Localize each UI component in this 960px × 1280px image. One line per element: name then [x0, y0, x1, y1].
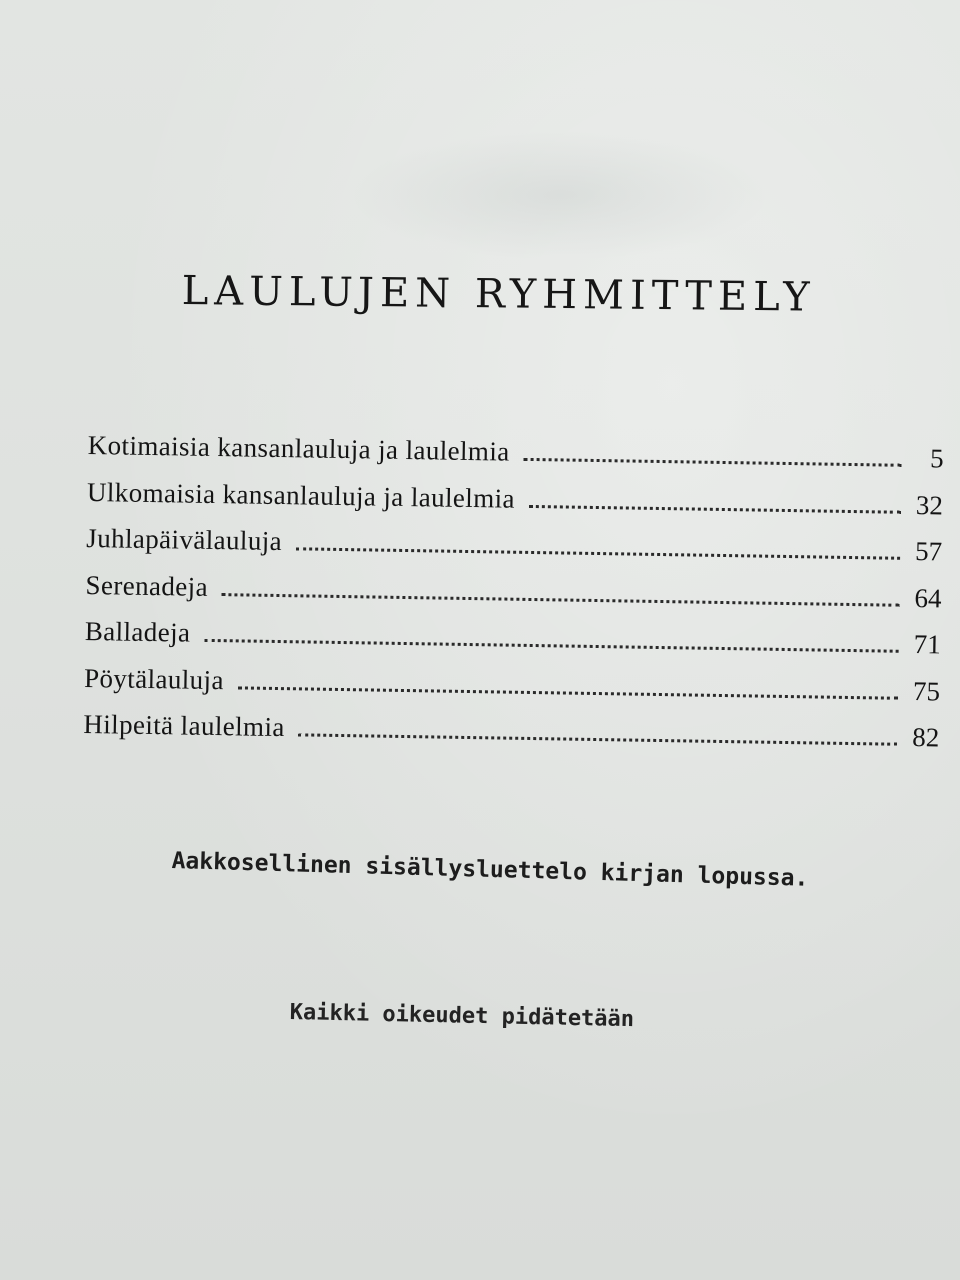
toc-page-number: 75: [912, 675, 941, 706]
show-through-print: [350, 130, 770, 260]
toc-label: Balladeja: [84, 615, 191, 648]
toc-leader-dots: [222, 592, 900, 607]
toc-leader-dots: [296, 546, 900, 559]
toc-page-number: 82: [912, 721, 940, 753]
toc-label: Serenadeja: [85, 569, 209, 602]
toc-label: Ulkomaisia kansanlauluja ja laulelmia: [86, 476, 516, 514]
page-title: LAULUJEN RYHMITTELY: [181, 268, 816, 321]
toc-label: Kotimaisia kansanlauluja ja laulelmia: [87, 430, 510, 467]
toc-leader-dots: [529, 503, 901, 513]
index-note: Aakkosellinen sisällysluettelo kirjan lopussa.: [171, 848, 809, 892]
toc-leader-dots: [299, 732, 898, 745]
toc-leader-dots: [204, 638, 898, 653]
toc-page-number: 57: [914, 536, 943, 567]
toc-label: Hilpeitä laulelmia: [83, 708, 285, 743]
toc-label: Juhlapäivälauluja: [86, 522, 283, 557]
table-of-contents: [83, 430, 944, 769]
toc-page-number: 5: [929, 443, 944, 474]
toc-leader-dots: [238, 685, 898, 699]
toc-page-number: 64: [914, 582, 942, 613]
toc-label: Pöytälauluja: [83, 662, 225, 695]
rights-notice: Kaikki oikeudet pidätetään: [289, 1000, 635, 1033]
toc-leader-dots: [524, 457, 902, 467]
toc-page-number: 71: [913, 628, 941, 660]
toc-page-number: 32: [915, 489, 944, 520]
